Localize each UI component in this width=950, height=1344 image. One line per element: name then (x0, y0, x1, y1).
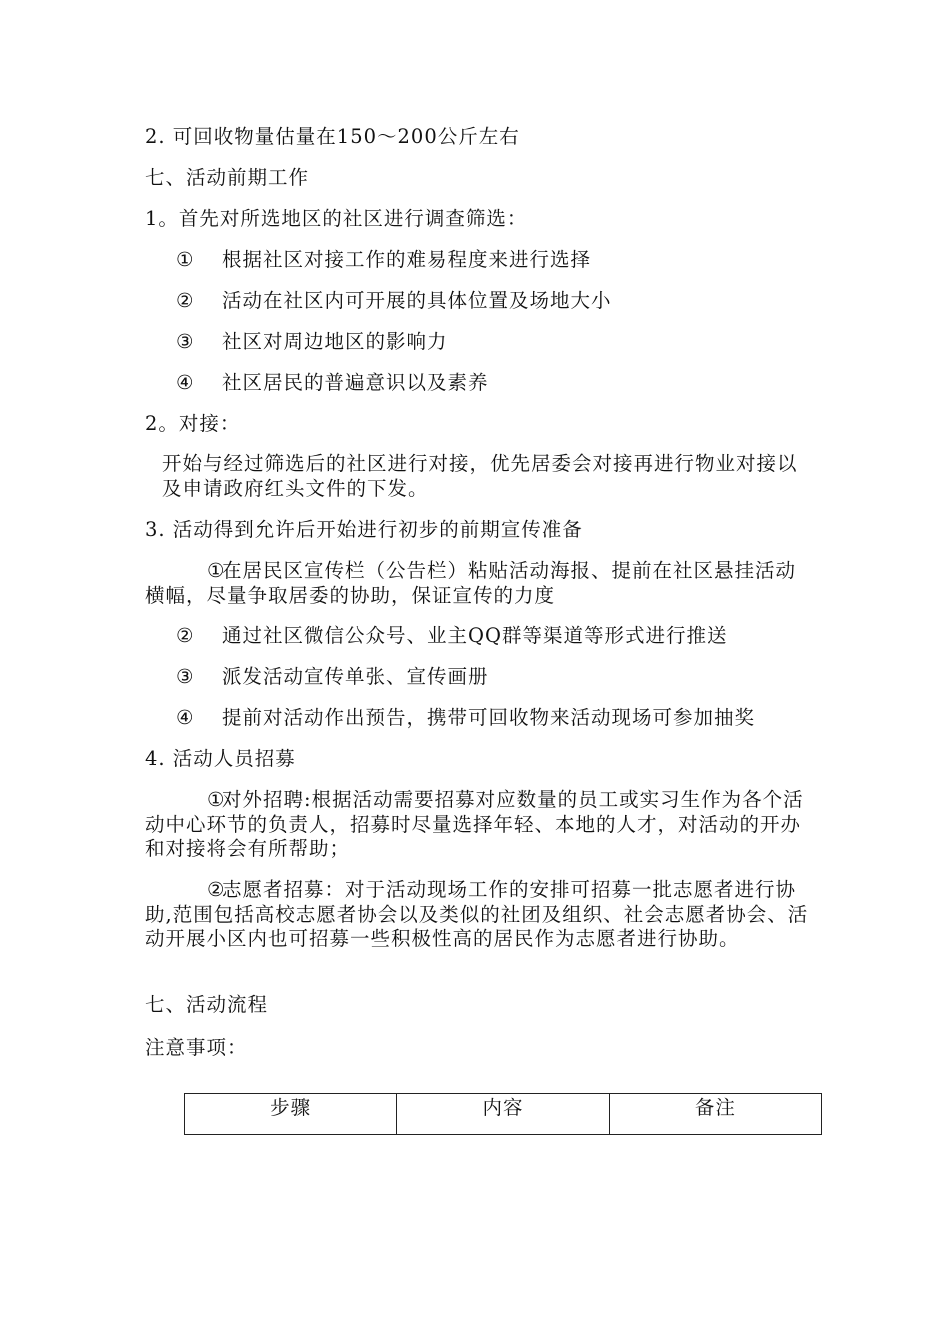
list-marker: ② (176, 624, 195, 647)
list-item (145, 559, 810, 608)
list-item-text: 志愿者招募：对于活动现场工作的安排可招募一批志愿者进行协助,范围包括高校志愿者协会以及类似的社团及组织、社会志愿者协会、活动开展小区内也可招募一些积极性高的居民作为志愿者进行协助。 (145, 878, 809, 950)
list-marker: ③ (176, 330, 195, 353)
table-header-remarks: 备注 (694, 1096, 736, 1119)
list-marker: ④ (176, 371, 195, 394)
list-item (145, 878, 810, 952)
list-item (176, 371, 489, 395)
table-header-content: 内容 (397, 1094, 609, 1134)
list-item-text: 通过社区微信公众号、业主QQ群等渠道等形式进行推送 (222, 624, 728, 647)
list-item-text: 对外招聘:根据活动需要招募对应数量的员工或实习生作为各个活动中心环节的负责人，招募时尽量选择年轻、本地的人才，对活动的开办和对接将会有所帮助； (145, 788, 804, 860)
list-item (176, 289, 612, 313)
recyclable-estimate-line: 2. 可回收物量估量在150～200公斤左右 (145, 125, 520, 148)
list-item-text: 社区对周边地区的影响力 (222, 330, 448, 353)
process-table (184, 1093, 822, 1135)
list-item-text: 活动在社区内可开展的具体位置及场地大小 (222, 289, 612, 312)
list-marker: ① (207, 788, 226, 811)
list-item (176, 624, 727, 648)
list-marker: ① (207, 559, 226, 582)
notes-label: 注意事项： (145, 1036, 248, 1059)
list-item-text: 提前对活动作出预告，携带可回收物来活动现场可参加抽奖 (222, 706, 756, 729)
list-item-text: 根据社区对接工作的难易程度来进行选择 (222, 248, 592, 271)
step-2-heading: 2。对接： (145, 412, 241, 435)
list-marker: ① (176, 248, 195, 271)
step-3-heading: 3. 活动得到允许后开始进行初步的前期宣传准备 (145, 518, 583, 541)
list-item (176, 330, 448, 354)
list-item-text: 派发活动宣传单张、宣传画册 (222, 665, 489, 688)
table-header-step: 步骤 (185, 1094, 397, 1134)
step-1-heading: 1。首先对所选地区的社区进行调查筛选： (145, 207, 528, 230)
list-item (145, 788, 810, 862)
list-marker: ② (207, 878, 226, 901)
list-item (176, 706, 755, 730)
list-item-text: 在居民区宣传栏（公告栏）粘贴活动海报、提前在社区悬挂活动横幅，尽量争取居委的协助，保证宣传的力度 (145, 559, 797, 607)
list-marker: ④ (176, 706, 195, 729)
section-heading-prep: 七、活动前期工作 (145, 166, 310, 189)
list-marker: ② (176, 289, 195, 312)
list-item (176, 248, 591, 272)
list-item (176, 665, 489, 689)
section-heading-flow: 七、活动流程 (145, 993, 269, 1016)
step-2-paragraph: 开始与经过筛选后的社区进行对接，优先居委会对接再进行物业对接以及申请政府红头文件的下发。 (162, 452, 798, 500)
step-4-heading: 4. 活动人员招募 (145, 747, 296, 770)
list-item-text: 社区居民的普遍意识以及素养 (222, 371, 489, 394)
list-marker: ③ (176, 665, 195, 688)
